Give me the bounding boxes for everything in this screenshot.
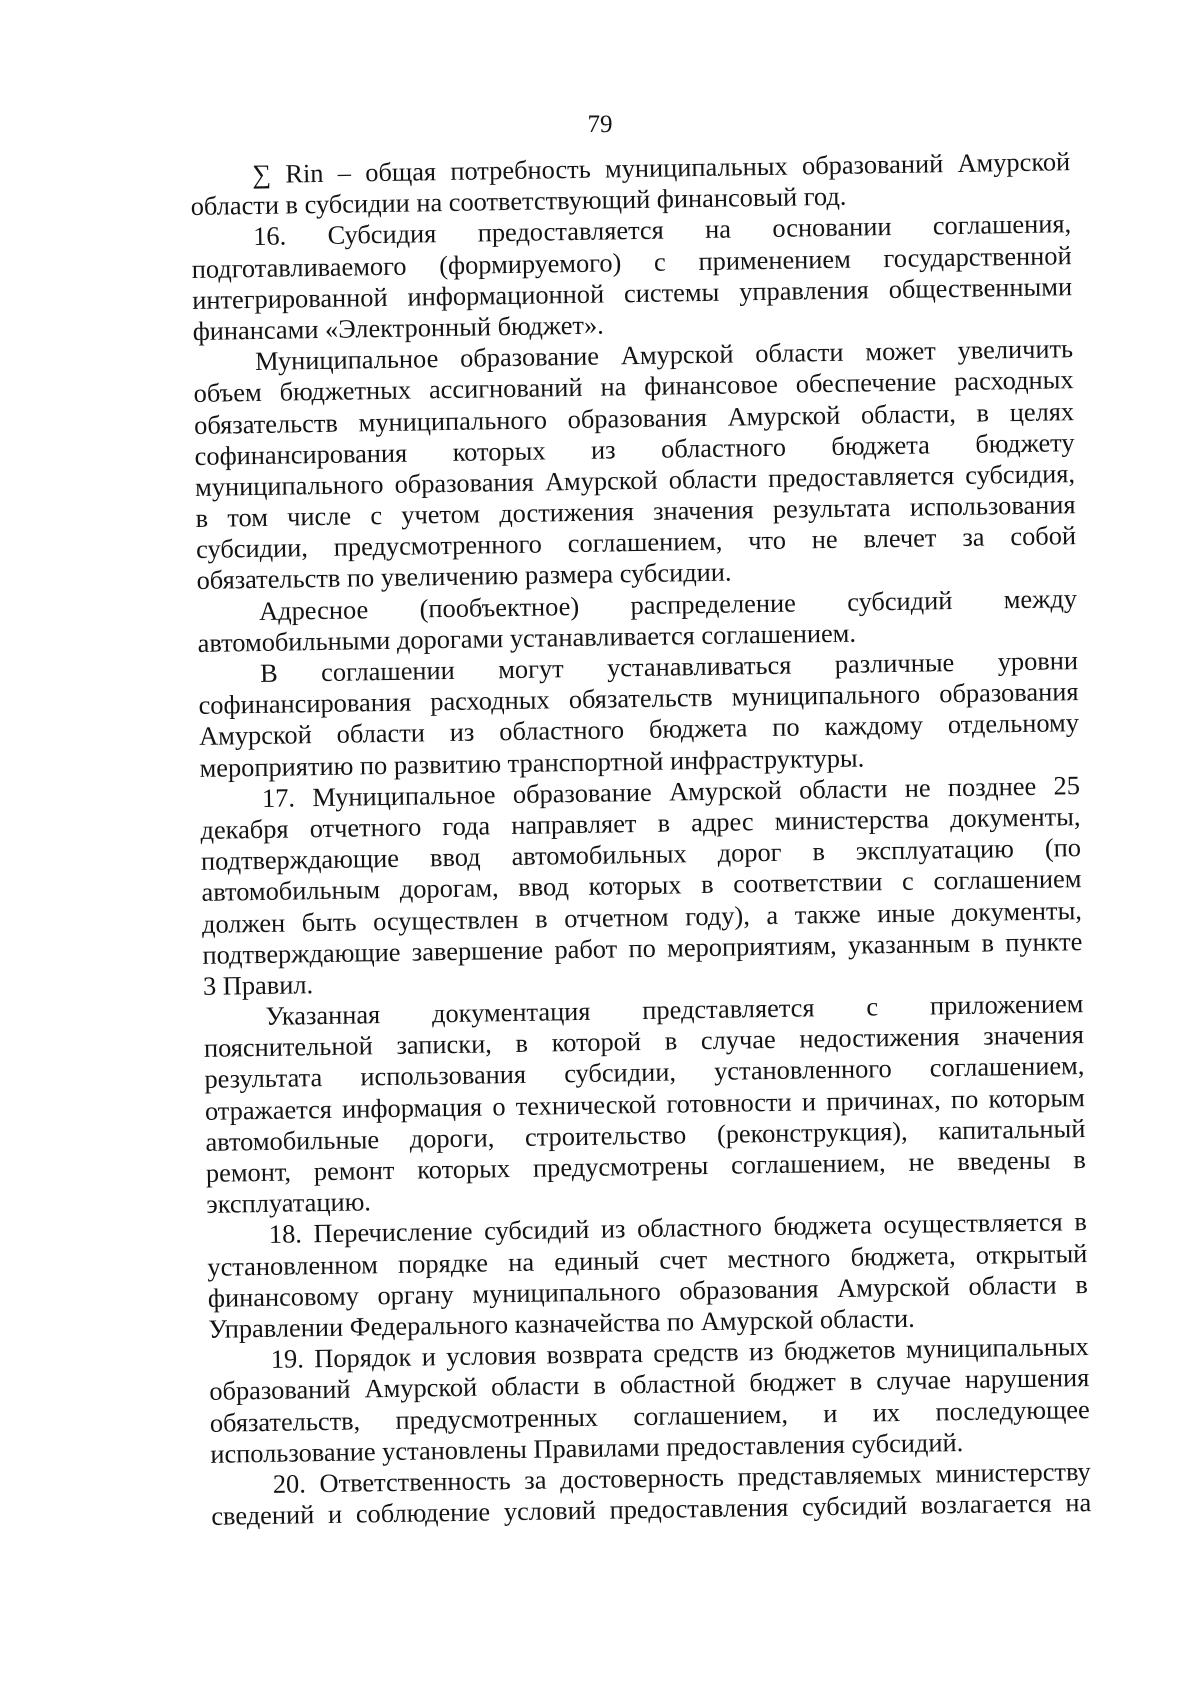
text-line: Муниципальное образование Амурской области может увеличить	[254, 333, 1074, 377]
text-line: Управлении Федерального казначейства по Амурской области.	[208, 1302, 915, 1344]
text-line: софинансирования расходных обязательств муниципального образования	[198, 676, 1079, 721]
text-line: обязательств по увеличению размера субсидии.	[196, 556, 732, 596]
text-line: должен быть осуществлен в отчетном году), а также иные документы,	[201, 894, 1083, 939]
text-line: 20. Ответственность за достоверность представляемых министерству	[272, 1455, 1091, 1499]
text-line: 18. Перечисление субсидий из областного бюджета осуществляется в	[268, 1206, 1088, 1250]
text-line: подтверждающие завершение работ по мероприятиям, указанным в пункте	[202, 925, 1083, 970]
text-line: отражается информация о технической готовности и причинах, по которым	[204, 1081, 1086, 1126]
text-line: в том числе с учетом достижения значения результата использования	[195, 489, 1076, 534]
text-line: пояснительной записки, в которой в случае недостижения значения	[203, 1019, 1085, 1064]
text-line: автомобильными дорогами устанавливается соглашением.	[197, 617, 857, 658]
text-line: мероприятию по развитию транспортной инфраструктуры.	[199, 742, 865, 783]
text-line: Указанная документация представляется с приложением	[265, 988, 1084, 1031]
text-line: сведений и соблюдение условий предоставления субсидий возлагается на	[211, 1487, 1092, 1531]
text-line: автомобильные дороги, строительство (реконструкция), капитальный	[205, 1112, 1086, 1157]
text-line: Адресное (пообъектное) распределение субсидий между	[258, 582, 1078, 626]
text-line: 16. Субсидия предоставляется на основании соглашения,	[252, 208, 1072, 252]
text-line: 17. Муниципальное образование Амурской области не позднее 25	[261, 769, 1081, 813]
text-line: подготавливаемого (формируемого) с применением государственной	[191, 239, 1072, 284]
text-line: установленном порядке на единый счет местного бюджета, открытый	[207, 1237, 1088, 1282]
text-line: 3 Правил.	[202, 969, 314, 1001]
body-text	[190, 146, 1091, 1532]
text-line: финансами «Электронный бюджет».	[192, 309, 604, 346]
text-line: подтверждающие ввод автомобильных дорог в эксплуатацию (по	[200, 832, 1082, 877]
text-line: 19. Порядок и условия возврата средств из бюджетов муниципальных	[270, 1331, 1089, 1375]
text-line: объем бюджетных ассигнований на финансовое обеспечение расходных	[193, 364, 1074, 409]
text-line: финансовому органу муниципального образования Амурской области в	[207, 1268, 1088, 1313]
text-line: обязательств, предусмотренных соглашением, и их последующее	[209, 1393, 1090, 1438]
text-line: В соглашении могут устанавливаться различные уровни	[259, 645, 1079, 688]
text-line: результата использования субсидии, установленного соглашением,	[204, 1050, 1085, 1095]
text-line: софинансирования которых из областного бюджета бюджету	[194, 426, 1075, 471]
text-line: автомобильным дорогам, ввод которых в соответствии с соглашением	[201, 863, 1082, 908]
text-line: ремонт, ремонт которых предусмотрены соглашением, не введены в	[205, 1144, 1087, 1188]
text-line: области в субсидии на соответствующий финансовый год.	[190, 180, 847, 222]
page-number: 79	[587, 111, 613, 138]
text-line: декабря отчетного года направляет в адрес министерства документы,	[200, 801, 1081, 845]
text-line: образований Амурской области в областной бюджет в случае нарушения	[209, 1362, 1090, 1407]
text-line: субсидии, предусмотренного соглашением, что не влечет за собой	[195, 520, 1077, 565]
text-line: интегрированной информационной системы управления общественными	[191, 270, 1073, 315]
text-line: ∑ Rin – общая потребность муниципальных образований Амурской	[251, 146, 1071, 190]
text-line: Амурской области из областного бюджета по каждому отдельному	[198, 707, 1080, 752]
text-line: использование установлены Правилами предоставления субсидий.	[210, 1426, 964, 1469]
text-line: муниципального образования Амурской области предоставляется субсидия,	[194, 458, 1076, 502]
text-line: обязательств муниципального образования Амурской области, в целях	[193, 395, 1075, 440]
text-line: эксплуатацию.	[206, 1186, 372, 1220]
